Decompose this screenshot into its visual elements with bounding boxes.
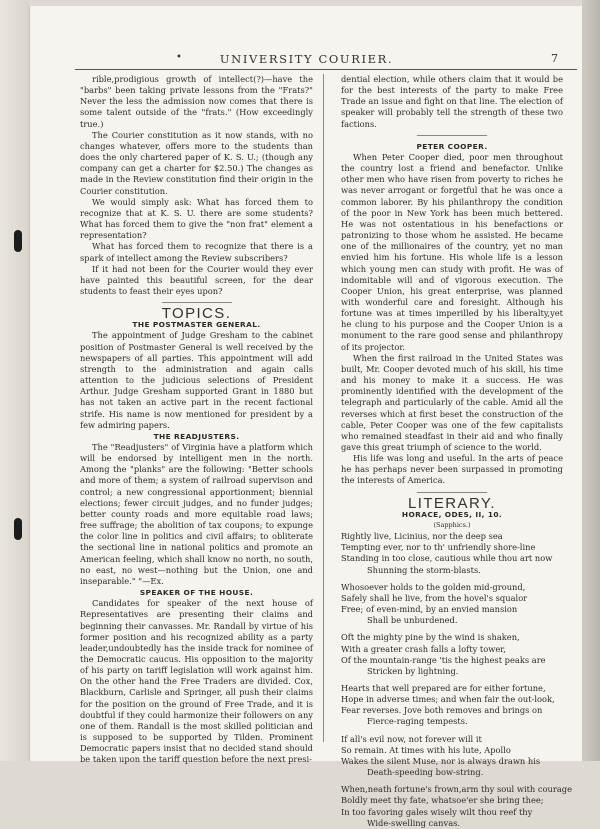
binding-hole <box>14 518 22 540</box>
divider <box>162 302 232 303</box>
speaker-text: Candidates for speaker of the next house of Representatives are presenting their claims and beginning their canvasses. Mr. Randall by virtue of his former position and his recognized ability as a party leader,undoubtedly has the inside track for nominee of the Democratic caucus. His opposition to the majority of his party on tariff legislation will work against him. On the other hand the Free Traders are divided. Cox, Blackburn, Carlisle and Springer, all push their claims for the position on the ground of Free Trade, and it is doubtful if they could harmonize their followers on any one of them. Randall is the most skilled politician and is supposed to be supported by Tilden. Prominent Democratic papers insist that no decided stand should be taken upon the tariff question before the next presi- <box>80 598 313 765</box>
poem <box>341 531 573 829</box>
right-column <box>341 74 573 829</box>
poem-line: Hope in adverse times; and when fair the out-look, <box>341 694 555 705</box>
binding-spine <box>0 0 29 761</box>
poem-line: Hearts that well prepared are for either fortune, <box>341 682 546 693</box>
poem-line: Shall be unburdened. <box>367 615 458 626</box>
poem-note: (Sapphics.) <box>433 520 471 529</box>
poem-line: Tempting ever, nor to th' unfriendly shore-line <box>341 542 536 553</box>
paragraph: The Courier constitution as it now stands, with no changes whatever, offers more to the students than does the only chartered paper of K. S. U.; (though any company can get a charter for $2.50.) The changes as made in the Review constitution find their origin in the Courier constitution. <box>80 129 313 196</box>
paragraph: We would simply ask: What has forced them to recognize that at K. S. U. there are some students? What has forced them to give the "non frat" element a representation? <box>80 196 313 241</box>
divider <box>417 135 487 136</box>
speaker-heading: SPEAKER OF THE HOUSE. <box>139 588 254 598</box>
carryover-text: dential election, while others claim that it would be for the best interests of the party to make Free Trade an issue and fight on that line. The election of speaker will probably tell the strength of these two factions. <box>341 74 563 129</box>
poem-line: So remain. At times with his lute, Apollo <box>341 744 511 755</box>
paragraph: If it had not been for the Courier would they ever have painted this beautiful screen, for the dear students to feast their eyes upon? <box>80 263 313 296</box>
paragraph: When the first railroad in the United States was built, Mr. Cooper devoted much of his skill, his time and his money to make it a success. He was prominently identified with the development of the telegraph and particularly of the cable. Amid all the reverses which at first beset the construction of the cable, Peter Cooper was one of the few capitalists who remained steadfast in their aid and who finally gave this great triumph of science to the world. <box>341 352 563 452</box>
header-dot: • <box>176 52 182 63</box>
poem-line: With a greater crash falls a lofty tower, <box>341 643 506 654</box>
peter-cooper-heading: PETER COOPER. <box>416 141 488 151</box>
poem-line: Wide-swelling canvas. <box>367 817 461 828</box>
poem-line: Free; of even-mind, by an envied mansion <box>341 604 518 615</box>
poem-line: When,neath fortune's frown,arm thy soul with courage <box>341 784 573 795</box>
readjusters-text: The "Readjusters" of Virginia have a platform which will be endorsed by intelligent men in the north. Among the "planks" are the following: "Better schools and more of them; a system of railroad supervison and control; a new congressional apportionment; biennial elections; fewer circuit judges, and no funder judges; better county roads and more equitable road laws; free suffrage; the abolition of tax coupons; to expunge the color line in politics and civil affairs; to obliterate the sectional line in national politics and promote an American feeling, which shall know no north, no south, no east, no west—nothing but the Union, one and inseparable." "—Ex. <box>80 442 313 586</box>
page-edge <box>582 0 600 761</box>
poem-line: Rightly live, Licinius, nor the deep sea <box>341 531 503 542</box>
paragraph: What has forced them to recognize that there is a spark of intellect among the Review subscribers? <box>80 241 313 263</box>
left-column <box>80 74 313 766</box>
poem-line: Stricken by lightning. <box>367 665 459 676</box>
divider <box>417 492 487 493</box>
publication-title: UNIVERSITY COURIER. <box>219 52 394 66</box>
paragraph: His life was long and useful. In the arts of peace he has perhaps never been surpassed in promoting the interests of America. <box>341 453 563 486</box>
literary-heading: LITERARY. <box>408 494 496 512</box>
poem-line: Wakes the silent Muse, nor is always drawn his <box>341 755 541 766</box>
paragraph: When Peter Cooper died, poor men throughout the country lost a friend and benefactor. Unlike other men who have risen from poverty to riches he was never arrogant or forgetful that he was once a common laborer. By his philanthropy the condition of the poor in New York has been much bettered. He was not ostentatious in his benefactions or patronizing to those whom he assisted. He became one of the millionaires of the country, yet no man envied him his fortune. His whole life is a lesson which young men can study with profit. He was of indomitable will and of vigorous execution. The Cooper Union, his great enterprise, was planned with wonderful care and foresight. Although his fortune was at times imperilled by his liberalty,yet he clung to his purpose and the Cooper Union is a monument to the rare good sense and philanthropy of its projector. <box>341 151 563 352</box>
poem-line: Death-speeding bow-string. <box>367 767 484 778</box>
readjusters-heading: THE READJUSTERS. <box>153 431 240 441</box>
poem-line: Standing in too close, cautious while thou art now <box>341 553 553 564</box>
page-number: 7 <box>551 52 558 65</box>
paragraph: rible,prodigious growth of intellect(?)—have the "barbs" been taking private lessons from the "Frats?" Never the less the admission now comes that there is some talent outside of the "frats." (How exceedingly true.) <box>80 74 313 129</box>
header-rule <box>75 69 577 70</box>
poem-line: In too favoring gales wisely wilt thou reef thy <box>341 806 533 817</box>
poem-line: If all's evil now, not forever will it <box>341 733 482 744</box>
newspaper-page <box>29 6 583 828</box>
postmaster-heading: THE POSTMASTER GENERAL. <box>132 320 261 330</box>
postmaster-text: The appointment of Judge Gresham to the cabinet position of Postmaster General is well received by the newspapers of all parties. This appointment will add strength to the administration and again calls attention to the judicious selections of President Arthur. Judge Gresham supported Grant in 1880 but has not taken an active part in the recent factional strife. His name is now mentioned for president by a few admiring papers. <box>80 330 313 430</box>
poem-line: Whosoever holds to the golden mid-ground, <box>341 581 526 592</box>
column-divider <box>323 74 324 742</box>
poem-line: Shunning the storm-blasts. <box>367 564 481 575</box>
poem-line: Fear reverses. Jove both removes and brings on <box>341 705 543 716</box>
poem-line: Fierce-raging tempests. <box>367 716 468 727</box>
binding-hole <box>14 230 22 252</box>
poem-line: Boldly meet thy fate, whatsoe'er she bring thee; <box>341 795 544 806</box>
poem-line: Oft the mighty pine by the wind is shaken, <box>341 632 520 643</box>
poem-line: Of the mountain-range 'tis the highest peaks are <box>341 654 546 665</box>
horace-heading: HORACE, ODES, II, 10. <box>401 509 503 519</box>
topics-heading: TOPICS. <box>161 305 232 323</box>
poem-line: Safely shall he live, from the hovel's squalor <box>341 592 528 603</box>
